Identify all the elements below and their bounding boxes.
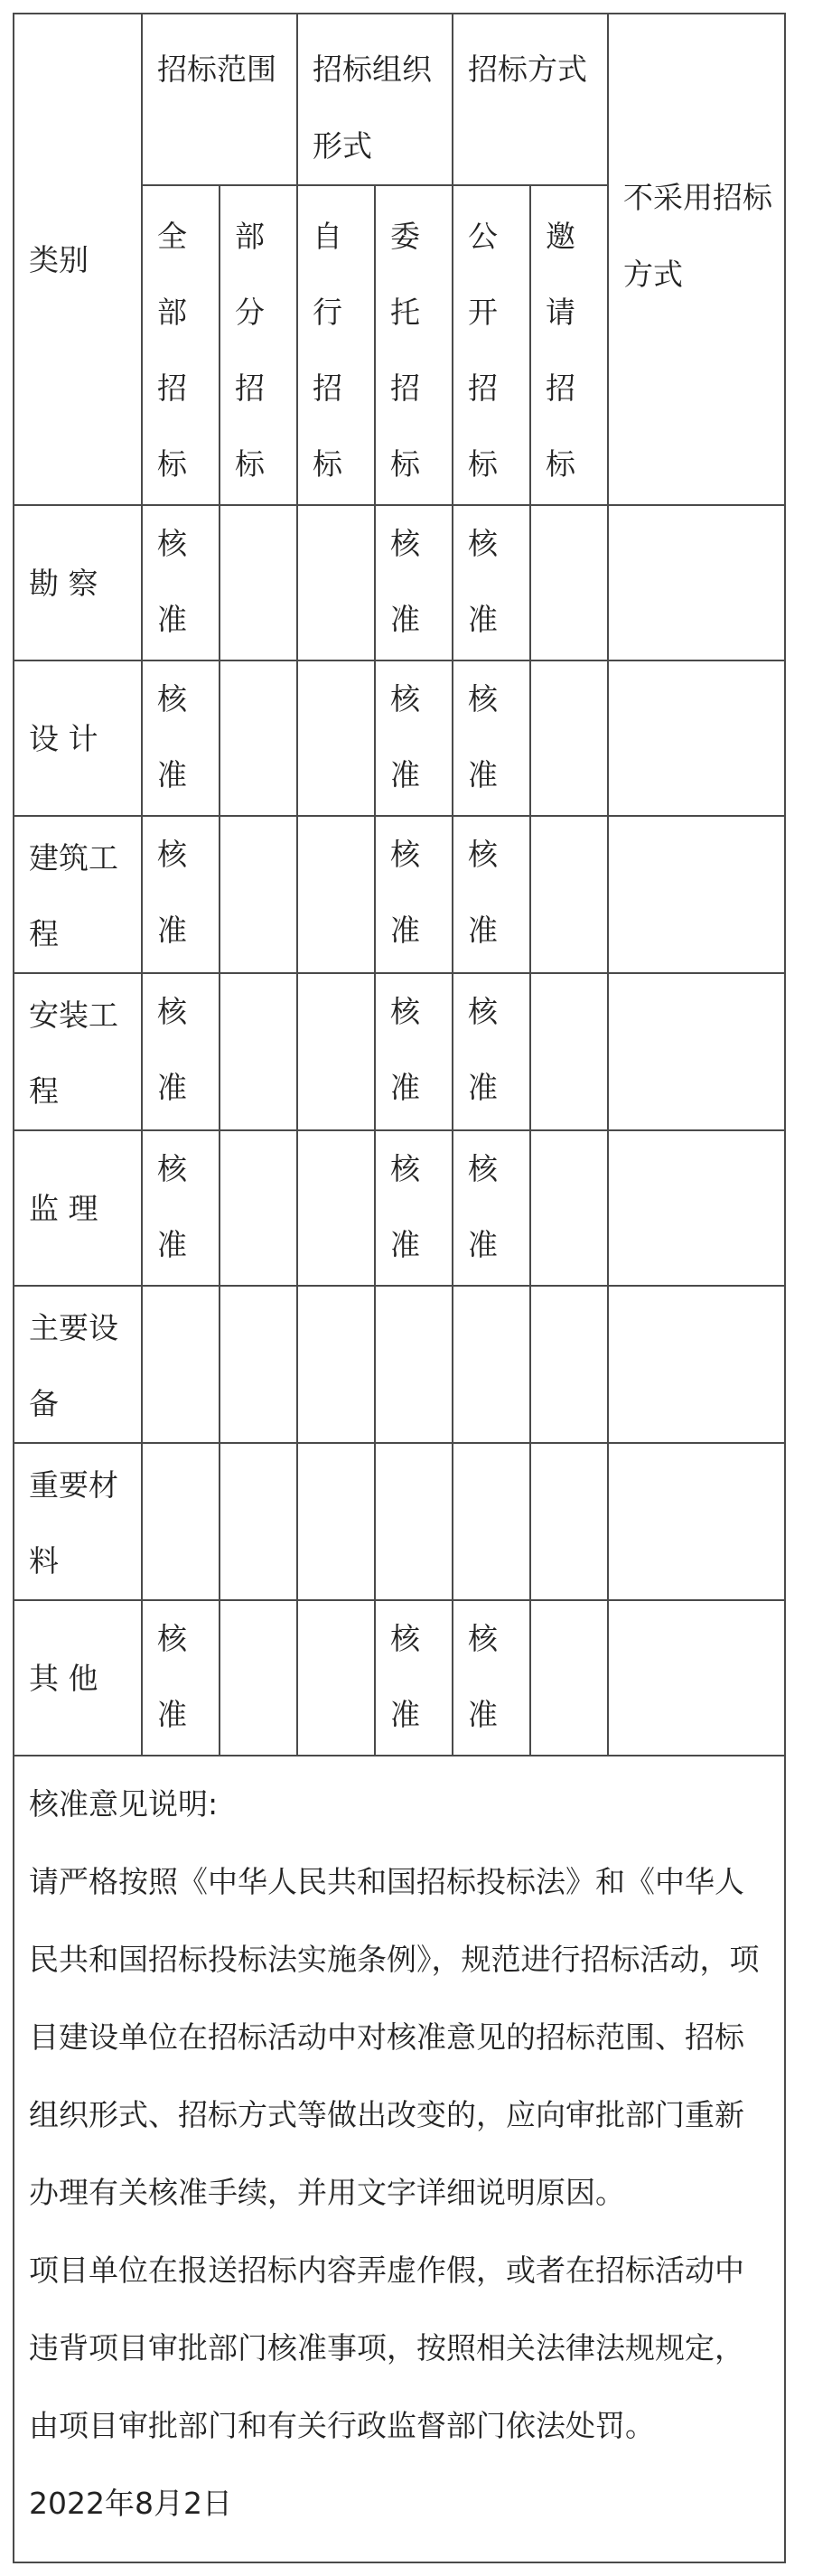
table-cell (142, 1130, 220, 1286)
table-row (14, 1443, 785, 1600)
table-cell (530, 660, 608, 816)
cell-value: 核准 (157, 837, 187, 948)
table-cell (453, 816, 530, 973)
table-cell (375, 1286, 453, 1443)
row-category: 设 计 (14, 660, 142, 816)
table-cell (297, 505, 375, 660)
table-cell (297, 1286, 375, 1443)
table-cell (608, 816, 785, 973)
table-row (14, 1130, 785, 1286)
notes-title: 核准意见说明: (29, 1786, 219, 1822)
table-cell (453, 1286, 530, 1443)
cell-value: 核准 (390, 837, 420, 948)
table-row (14, 1286, 785, 1443)
cell-value: 核准 (468, 994, 498, 1105)
table-cell (220, 816, 297, 973)
table-cell (297, 816, 375, 973)
cell-value: 核准 (468, 526, 498, 637)
table-cell (453, 1130, 530, 1286)
table-cell (608, 1286, 785, 1443)
table-cell (608, 660, 785, 816)
table-cell (530, 505, 608, 660)
group-header-scope: 招标范围 (142, 14, 297, 185)
cell-value: 核准 (468, 681, 498, 792)
table-cell (297, 1600, 375, 1756)
cell-value: 核准 (390, 1151, 420, 1262)
sub-header-full: 全部招标 (157, 219, 187, 482)
table-cell (375, 973, 453, 1130)
group-header-organization: 招标组织形式 (297, 14, 453, 185)
row-category: 监 理 (14, 1130, 142, 1286)
cell-value: 核准 (157, 1151, 187, 1262)
table-cell (297, 1443, 375, 1600)
table-row (14, 505, 785, 660)
sub-header-partial: 部分招标 (235, 219, 265, 482)
table-cell (375, 816, 453, 973)
table-cell (142, 1600, 220, 1756)
table-cell (453, 1600, 530, 1756)
table-cell (530, 1130, 608, 1286)
cell-value: 核准 (390, 994, 420, 1105)
table-cell (142, 816, 220, 973)
table-cell (375, 1130, 453, 1286)
table-cell (375, 1443, 453, 1600)
sub-header-entrusted: 委托招标 (390, 219, 420, 482)
table-cell (375, 505, 453, 660)
table-cell (530, 1286, 608, 1443)
no-tender-header: 不采用招标方式 (608, 14, 785, 505)
cell-value: 核准 (468, 837, 498, 948)
table-cell (297, 660, 375, 816)
table-cell (375, 660, 453, 816)
table-cell (142, 973, 220, 1130)
table-cell (220, 1600, 297, 1756)
row-category: 安装工程 (14, 973, 142, 1130)
table-cell (142, 1443, 220, 1600)
group-header-method: 招标方式 (453, 14, 608, 185)
table-cell (530, 1600, 608, 1756)
table-cell (220, 505, 297, 660)
table-cell (453, 660, 530, 816)
table-cell (530, 973, 608, 1130)
table-row (14, 973, 785, 1130)
table-row (14, 660, 785, 816)
notes-paragraph-2: 项目单位在报送招标内容弄虚作假，或者在招标活动中违背项目审批部门核准事项，按照相关法律法规规定，由项目审批部门和有关行政监督部门依法处罚。 (29, 2253, 744, 2443)
table-cell (297, 973, 375, 1130)
table-row (14, 816, 785, 973)
table-cell (142, 1286, 220, 1443)
table-row (14, 1600, 785, 1756)
approval-notes (13, 1756, 786, 2563)
table-cell (453, 1443, 530, 1600)
table-cell (220, 660, 297, 816)
table-cell (375, 1600, 453, 1756)
notes-date: 2022年8月2日 (29, 2486, 232, 2521)
cell-value: 核准 (390, 526, 420, 637)
sub-header-open: 公开招标 (468, 219, 498, 482)
notes-paragraph-1: 请严格按照《中华人民共和国招标投标法》和《中华人民共和国招标投标法实施条例》，规范进行招标活动，项目建设单位在招标活动中对核准意见的招标范围、招标组织形式、招标方式等做出改变的，应向审批部门重新办理有关核准手续，并用文字详细说明原因。 (29, 1864, 760, 2210)
table-cell (220, 973, 297, 1130)
table-cell (608, 973, 785, 1130)
row-category: 勘 察 (14, 505, 142, 660)
table-cell (453, 505, 530, 660)
row-category: 主要设备 (14, 1286, 142, 1443)
row-category: 重要材料 (14, 1443, 142, 1600)
table-cell (220, 1443, 297, 1600)
cell-value: 核准 (390, 681, 420, 792)
row-category: 建筑工程 (14, 816, 142, 973)
cell-value: 核准 (390, 1621, 420, 1732)
table-cell (453, 973, 530, 1130)
cell-value: 核准 (157, 681, 187, 792)
table-cell (608, 1600, 785, 1756)
table-cell (530, 1443, 608, 1600)
table-cell (530, 816, 608, 973)
row-category: 其 他 (14, 1600, 142, 1756)
cell-value: 核准 (157, 994, 187, 1105)
cell-value: 核准 (468, 1621, 498, 1732)
table-cell (220, 1286, 297, 1443)
table-cell (142, 505, 220, 660)
table-cell (608, 1130, 785, 1286)
tender-approval-table (13, 13, 786, 1756)
sub-header-self: 自行招标 (313, 219, 342, 482)
cell-value: 核准 (157, 526, 187, 637)
table-cell (142, 660, 220, 816)
category-header: 类别 (14, 14, 142, 505)
table-cell (220, 1130, 297, 1286)
sub-header-invited: 邀请招标 (546, 219, 575, 482)
table-cell (608, 1443, 785, 1600)
table-cell (297, 1130, 375, 1286)
cell-value: 核准 (468, 1151, 498, 1262)
cell-value: 核准 (157, 1621, 187, 1732)
table-cell (608, 505, 785, 660)
